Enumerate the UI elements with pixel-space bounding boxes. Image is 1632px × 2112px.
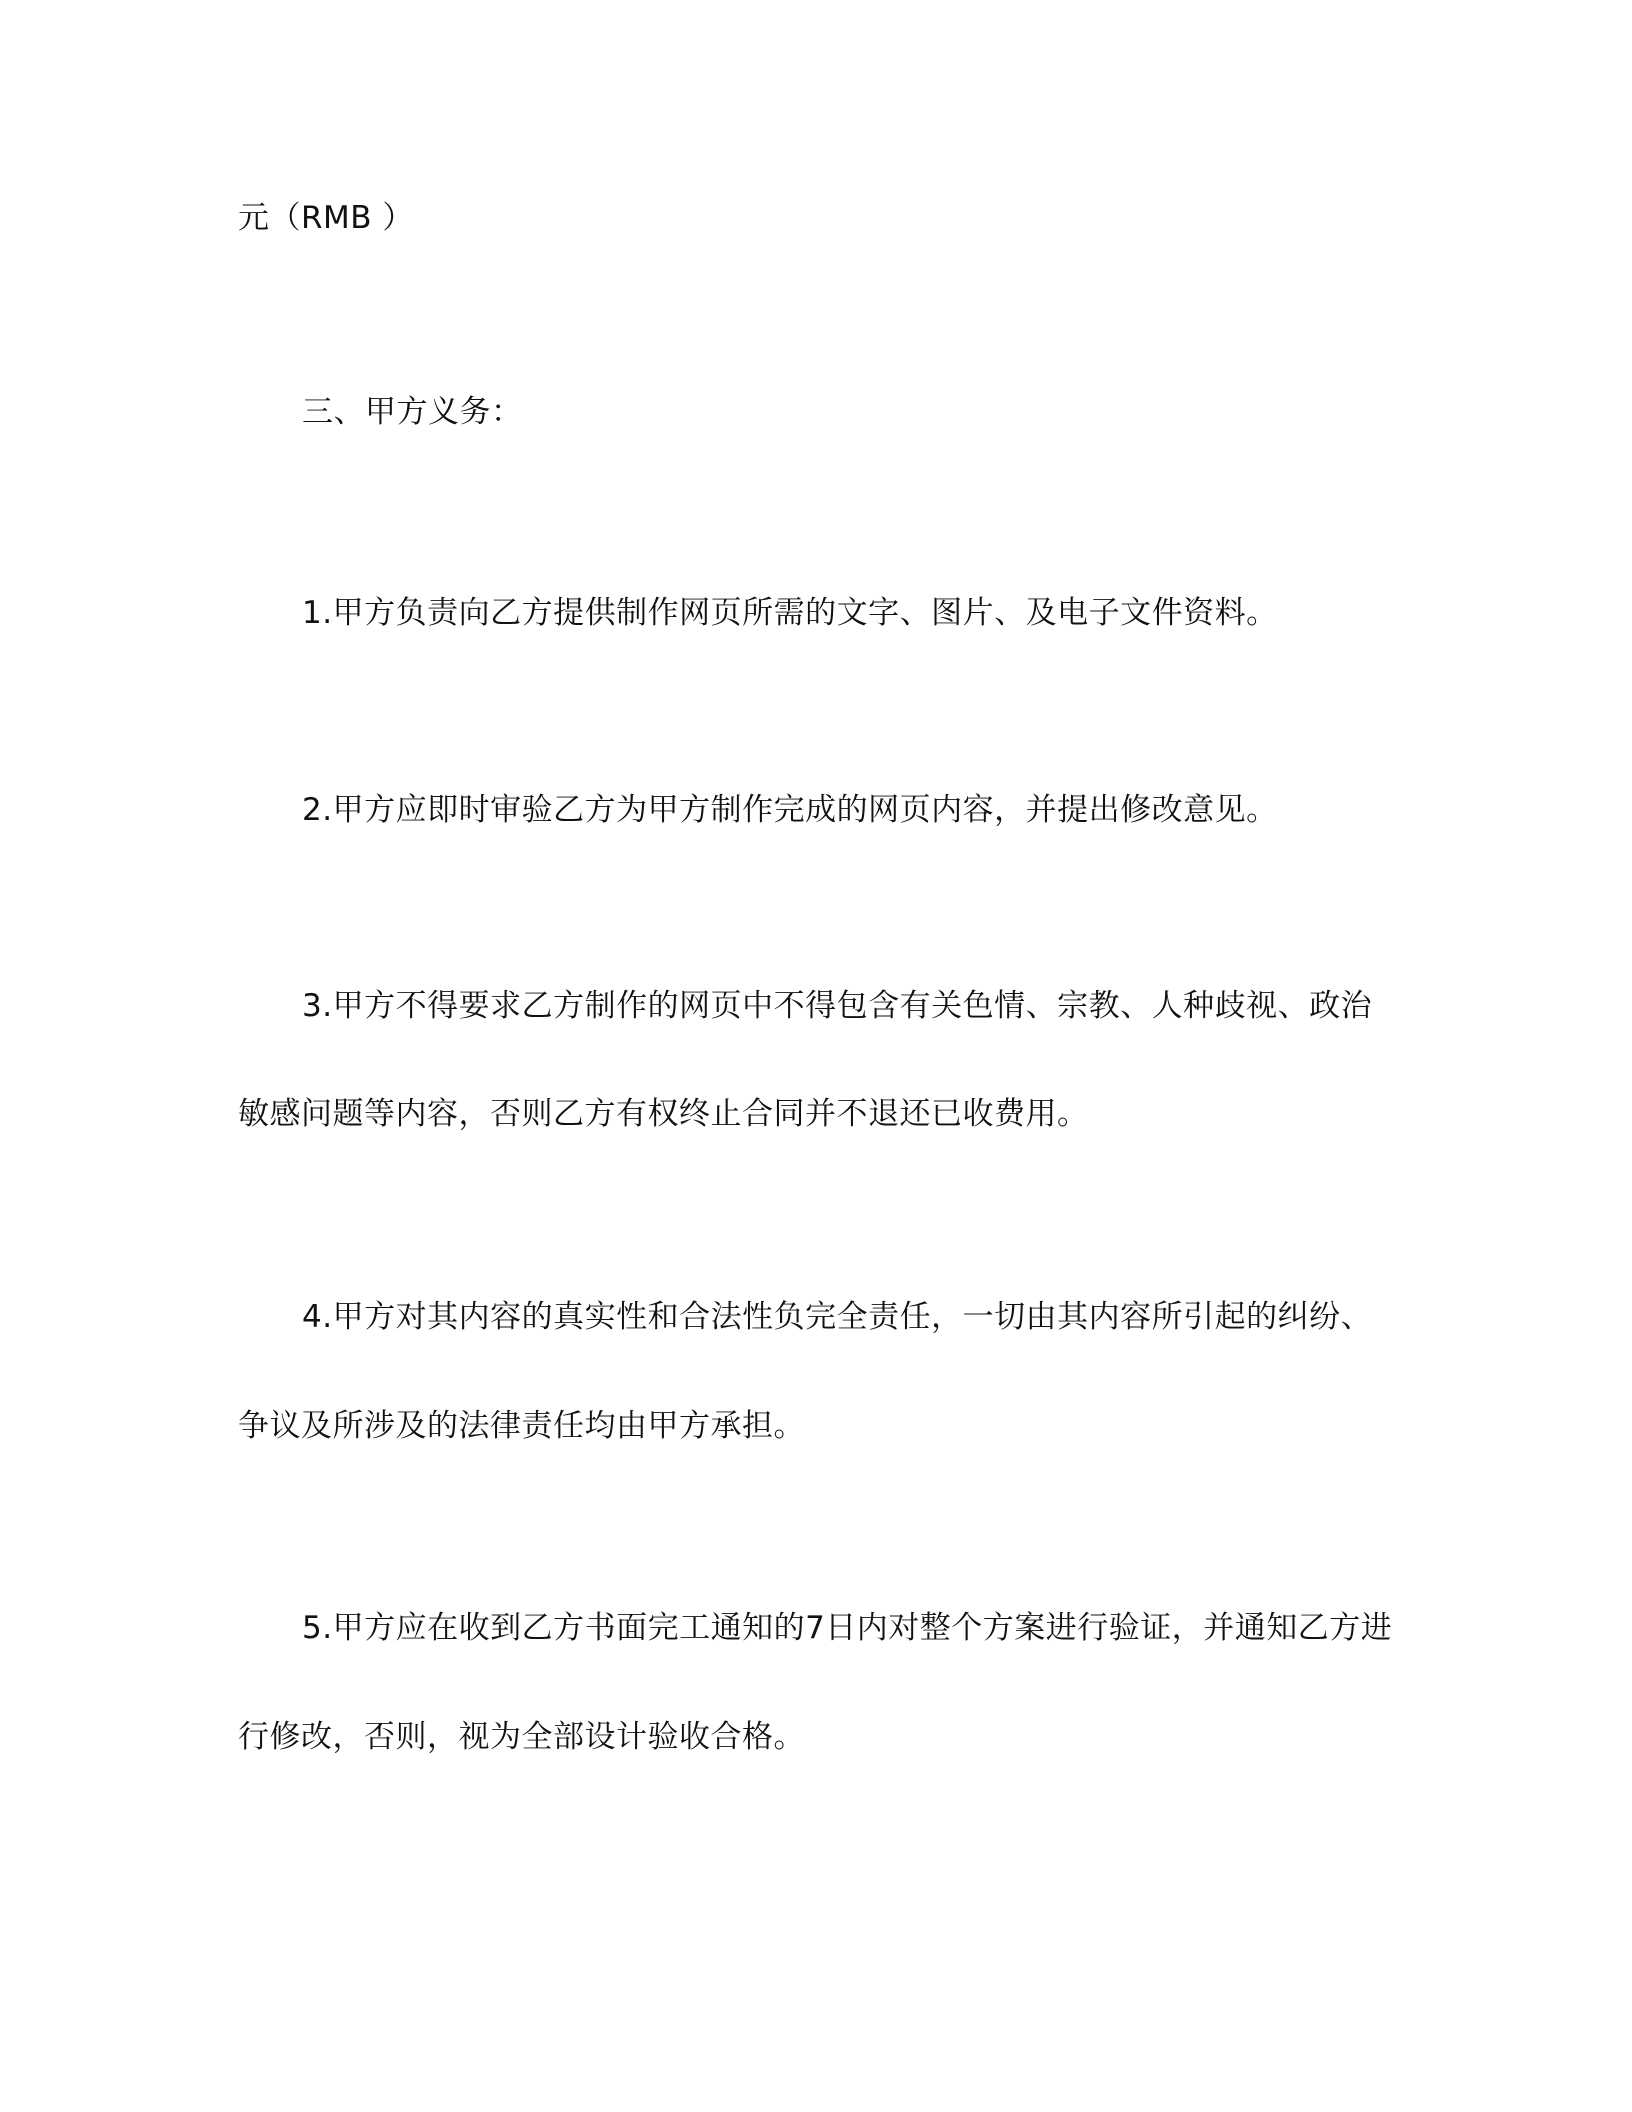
clause-2: 2.甲方应即时审验乙方为甲方制作完成的网页内容，并提出修改意见。 <box>302 792 1278 828</box>
amount-currency-line: 元（RMB ） <box>238 200 414 236</box>
clause-5-line-1: 5.甲方应在收到乙方书面完工通知的7日内对整个方案进行验证，并通知乙方进 <box>302 1610 1393 1646</box>
clause-4-line-1: 4.甲方对其内容的真实性和合法性负完全责任，一切由其内容所引起的纠纷、 <box>302 1299 1373 1335</box>
clause-5-line-2: 行修改，否则，视为全部设计验收合格。 <box>238 1719 805 1755</box>
clause-3-line-2: 敏感问题等内容，否则乙方有权终止合同并不退还已收费用。 <box>238 1096 1089 1132</box>
clause-3-line-1: 3.甲方不得要求乙方制作的网页中不得包含有关色情、宗教、人种歧视、政治 <box>302 988 1373 1024</box>
section-heading-party-a-obligations: 三、甲方义务： <box>302 394 523 430</box>
clause-1: 1.甲方负责向乙方提供制作网页所需的文字、图片、及电子文件资料。 <box>302 595 1278 631</box>
clause-4-line-2: 争议及所涉及的法律责任均由甲方承担。 <box>238 1408 805 1444</box>
